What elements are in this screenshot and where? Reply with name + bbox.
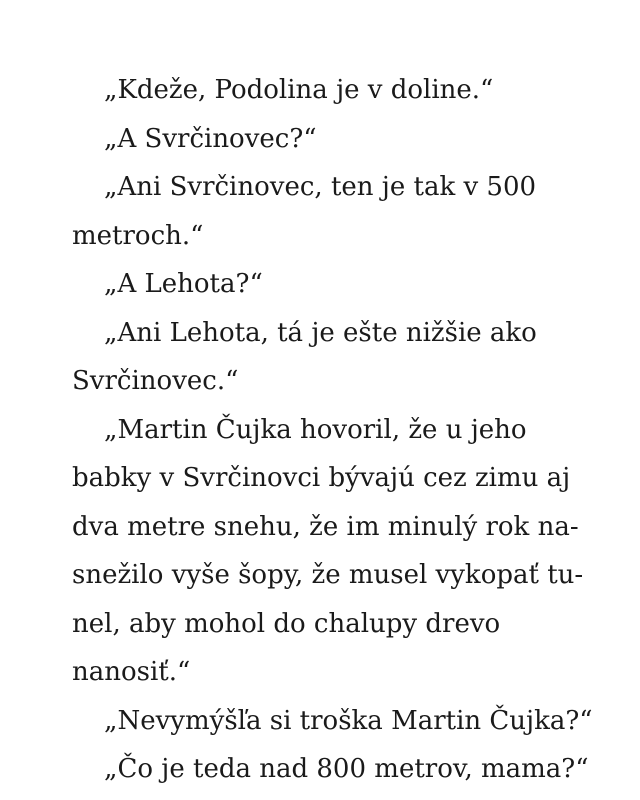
page-text (72, 66, 592, 794)
text-line-12: nel, aby mohol do chalupy drevo (72, 608, 501, 639)
text-line-7: Svrčinovec.“ (72, 366, 239, 396)
text-line-10: dva metre snehu, že im minulý rok na- (72, 511, 579, 542)
text-line-4: metroch.“ (72, 220, 204, 251)
text-line-14: „Nevymýšľa si troška Martin Čujka?“ (104, 705, 593, 736)
text-line-6: „Ani Lehota, tá je ešte nižšie ako (104, 317, 537, 348)
text-line-11: snežilo vyše šopy, že musel vykopať tu- (72, 560, 584, 590)
text-line-8: „Martin Čujka hovoril, že u jeho (104, 414, 527, 445)
text-line-5: „A Lehota?“ (104, 269, 263, 299)
text-line-9: babky v Svrčinovci bývajú cez zimu aj (72, 463, 571, 493)
text-line-2: „A Svrčinovec?“ (104, 123, 317, 154)
text-line-13: nanosiť.“ (72, 657, 191, 687)
text-line-3: „Ani Svrčinovec, ten je tak v 500 (104, 172, 537, 202)
text-line-1: „Kdeže, Podolina je v doline.“ (104, 75, 494, 105)
text-line-15: „Čo je teda nad 800 metrov, mama?“ (104, 754, 589, 784)
